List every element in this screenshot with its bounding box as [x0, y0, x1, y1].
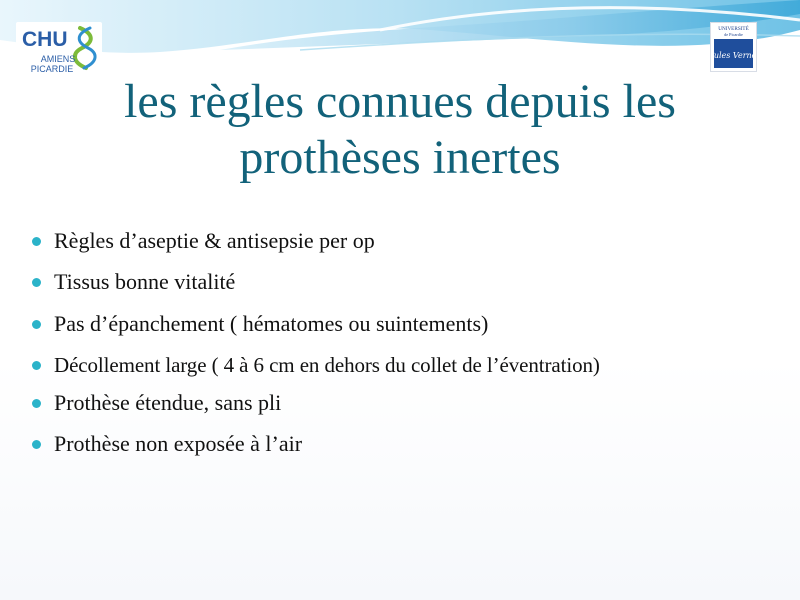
bullet-dot-icon [32, 399, 41, 408]
bullet-dot-icon [32, 278, 41, 287]
bullet-dot-icon [32, 440, 41, 449]
bullet-item-tissue-vitality [32, 267, 792, 297]
chu-amiens-logo [16, 22, 102, 78]
university-logo-signature: Jules Verne [711, 51, 756, 60]
university-logo-region: de Picardie [724, 32, 743, 37]
bullet-item-no-effusion [32, 309, 792, 339]
bullet-text: Prothèse étendue, sans pli [54, 390, 282, 415]
slide-title [40, 74, 760, 186]
bullet-text: Prothèse non exposée à l’air [54, 431, 303, 456]
bullet-item-wide-dissection [32, 350, 792, 380]
bullet-text: Règles d’aseptie & antisepsie per op [54, 228, 375, 253]
bullet-list [32, 226, 792, 459]
universite-picardie-logo [710, 22, 757, 72]
bullet-dot-icon [32, 320, 41, 329]
bullet-item-extended-prosthesis [32, 388, 792, 418]
bullet-text: Pas d’épanchement ( hématomes ou suintements) [54, 311, 489, 336]
bullet-text: Décollement large ( 4 à 6 cm en dehors du collet de l’éventration) [54, 353, 600, 377]
bullet-text: Tissus bonne vitalité [54, 269, 236, 294]
bullet-item-not-exposed [32, 429, 792, 459]
slide-title-line-2: prothèses inertes [239, 131, 561, 184]
bullet-item-asepsis [32, 226, 792, 256]
chu-logo-graphic [16, 22, 102, 78]
slide-title-line-1: les règles connues depuis les [124, 75, 676, 128]
university-logo-name: UNIVERSITÉ [718, 26, 749, 32]
university-logo-graphic [711, 23, 756, 71]
chu-logo-region: PICARDIE [30, 64, 74, 74]
chu-logo-text: CHU [22, 28, 68, 51]
bullet-dot-icon [32, 361, 41, 370]
chu-logo-city: AMIENS [40, 54, 76, 64]
bullet-dot-icon [32, 237, 41, 246]
